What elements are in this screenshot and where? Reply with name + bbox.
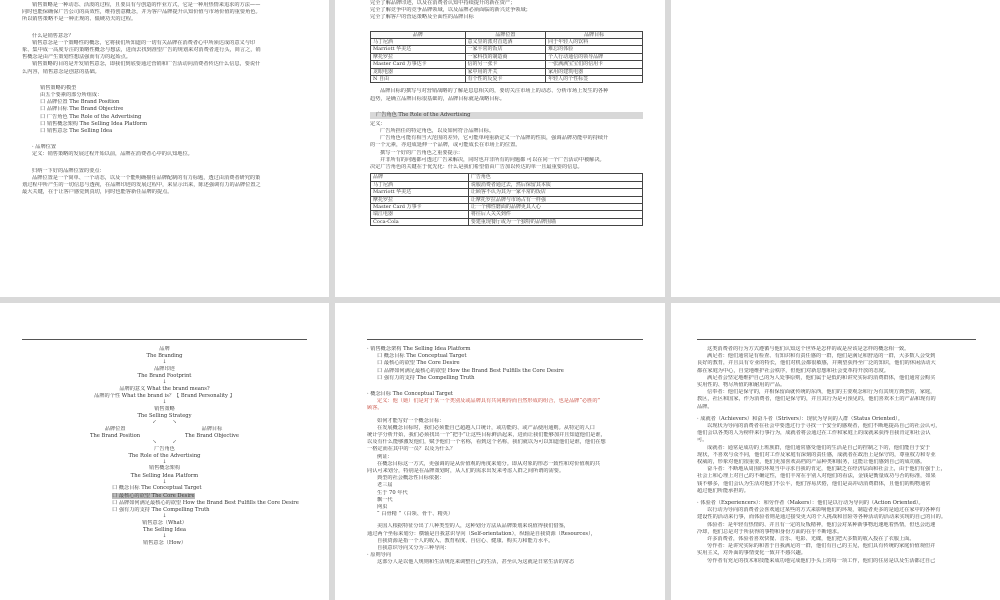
table-cell: 同于年轻人的饮料 bbox=[546, 39, 643, 46]
paragraph-line: 这类消费者的行为方式遵循与他们认知这个世界是怎样的或是应该是怎样的概念相一致。 bbox=[707, 346, 910, 352]
table-cell: 意义里的派对首选酒 bbox=[465, 39, 546, 46]
chart-node-en: The Selling Strategy bbox=[137, 412, 192, 419]
paragraph-line: 在发展概念目标时，我们必须能自已超越人口统计，或功能的、或产品使用通则。从特定的人口 bbox=[377, 424, 595, 431]
table-row bbox=[371, 189, 643, 196]
list-item: 网虫 bbox=[377, 504, 388, 511]
paragraph-line: 定义：销售策略的发展过程开始以前，品牌在消费者心中的认知地位。 bbox=[32, 151, 193, 158]
table-header-cell: 广告角色 bbox=[468, 174, 642, 181]
table-header-cell: 品牌目标 bbox=[546, 31, 643, 38]
chart-node-en: The Selling Idea Platform bbox=[130, 472, 199, 479]
paragraph-line: 现状，不喜欢与众不同，他们对工作及家庭有深刻的责任感，成就者在政治上是保守的，尊重权力和专业 bbox=[697, 451, 936, 458]
paragraph-line: 许多消费者，体验者喜欢快餐、音乐、电影、光碟，他们把大多数的收入投在了衣服上面。 bbox=[707, 536, 915, 543]
list-item: 飘一代 bbox=[377, 496, 393, 503]
paragraph-line: 社会上和心理上对自己的不确定性，他们丰常在乎别人对他们的看法，金钱是衡量成功与否的标准，如果 bbox=[697, 473, 936, 480]
list-item: 口 品牌目标 The Brand Objective bbox=[40, 106, 124, 113]
chart-node-label: 品牌的意义 What the brand means? bbox=[119, 385, 210, 392]
chart-node-label: 广告角色 bbox=[154, 445, 175, 452]
paragraph-line: 品牌目标的撰写与对营销战略的了解是息息相关的，要切关注市场上的动态、分析市场上发生的各种 bbox=[380, 88, 609, 95]
paragraph-line: 象、集中成一高度专注的策略性概念与想法，进而去找到准望广告的规划来对消费者进行头，简言之，销 bbox=[22, 47, 261, 54]
paragraph-line: 统计学分析开始，我们必须找出一个“把手”让这些目标鲜活起来，进而让我们能够加并且知道他们是谁， bbox=[367, 432, 606, 439]
chart-node-en: 品牌的个性 What the brand is？【 Brand Personality 】 bbox=[94, 393, 235, 400]
table-cell: 马丁尼酒 bbox=[371, 181, 469, 188]
chart-node-label: 销售意念（How） bbox=[142, 539, 187, 546]
table-row bbox=[371, 181, 643, 188]
list-item: 口 强有力的支持 The Compelling Truth bbox=[377, 374, 475, 381]
paragraph-line: 奋斗者：不断地从周围的环境当中寻求自我的肯定，他们缺乏在经济层面和社会上，由于他们有强于上， bbox=[707, 466, 946, 473]
chart-node-label: 品牌 bbox=[159, 346, 170, 352]
chart-node-en: The Role of the Advertising bbox=[128, 452, 201, 459]
section-heading: 销售策略的模型 bbox=[40, 84, 77, 91]
section-heading: 什么是销售意念？ bbox=[32, 32, 74, 39]
list-item: 老三届 bbox=[377, 482, 393, 489]
paragraph-line: 自我意识导向又分为三种导向： bbox=[377, 545, 450, 552]
table-cell: 让一个佛性磨面的品牌更具人心 bbox=[468, 203, 642, 210]
paragraph-line: 成就者：通常是成功的上班族群，他们通常感受他们的生活是自己的控制之下的，他们能自于安于 bbox=[707, 444, 931, 451]
table-row bbox=[371, 196, 643, 203]
list-item: 口 强有力的支持 The Compelling Truth bbox=[112, 506, 210, 513]
paragraph-line: 最大关键，在于让客户感觉到真切，同时也能客新任品牌的提点。 bbox=[22, 189, 173, 196]
section-heading: · 成就者（Achievers）和奋斗者（Strivers）：现状为导向的人群（Status Oriented）。 bbox=[697, 415, 903, 422]
table-cell: 摩托罗拉 bbox=[371, 196, 469, 203]
paragraph-line: 品牌。 bbox=[697, 403, 713, 410]
paragraph-line: 划过程中所产生的一切信息与透视，在品牌印迹的发展过程中，来显示出来，陈述强调有力的品牌位置之 bbox=[22, 182, 261, 189]
paragraph-line: 销售策略的目的是开发销售意念，即我们到底要通过营销和广告活动向消费者传达什么信息，要说什 bbox=[32, 61, 261, 68]
list-item: 口 广告角色 The Role of the Advertising bbox=[40, 113, 142, 120]
document-page-2 bbox=[335, 0, 665, 297]
paragraph-line: 以及有什么能够激发他们，赋予他们一个名称，看到这个名称，我们就以为可以知道他们是谁，他们在想 bbox=[367, 439, 606, 446]
table-cell: 难忘的体验 bbox=[546, 46, 643, 53]
paragraph-line: 以行动为导向的消费者会喜欢通过某些的方式来影响他们的环境，制造者更多的是通过在家中的各种有 bbox=[707, 507, 941, 514]
paragraph-line: 以现状为导向的消费者在社会中要透过行于寻找一个安全的感观者，他们不断地提高自己的社会认可， bbox=[707, 423, 941, 430]
paragraph-line: 定义： bbox=[370, 120, 386, 127]
table-row bbox=[371, 211, 643, 218]
list-item bbox=[22, 493, 307, 500]
list-item: 口 销售概念架构 The Selling Idea Platform bbox=[40, 120, 147, 127]
table-header-cell: 品牌 bbox=[371, 174, 469, 181]
document-page-5 bbox=[335, 303, 665, 600]
table-row bbox=[371, 61, 643, 68]
paragraph-line: 一格定而在其中的一员？以及为什么？ bbox=[367, 446, 456, 453]
paragraph-line: 满足者会坚定地维护自己的为人处事原则，他们属于是低的和讲究实际的消费群体，他们通常会购买 bbox=[707, 374, 936, 381]
paragraph-line: 同认可来划分，特别是在品牌策划时，从人们的需求出发来考虑人群之间所谓的需要。 bbox=[367, 468, 565, 475]
paragraph-line: 同时也能保确保广告公司的高效性，维持创意概念，并为客户品牌提升认知价值与市场价值的重要角色。 bbox=[22, 9, 261, 16]
paragraph-line: 所以销售策略不是一种正规的、僵硬功夫的过程。 bbox=[22, 16, 137, 23]
advertising-role-table bbox=[370, 173, 643, 226]
table-row bbox=[371, 39, 643, 46]
paragraph-line: 教区，社区和国家，作为消费者，他们是保守的，并且其行为是可预见的，他们喜欢本土的产品和现有的 bbox=[697, 396, 936, 403]
paragraph-line: 超过他们所能承担的。 bbox=[697, 487, 749, 494]
list-item: 口 概念目标 The Conceptual Target bbox=[377, 353, 467, 360]
brand-position-node bbox=[90, 426, 140, 440]
down-arrow-icon: ↓ bbox=[162, 513, 167, 520]
table-cell: 将往后人关关到件 bbox=[468, 211, 642, 218]
table-cell: 个人行动通信的领导品牌 bbox=[546, 53, 643, 60]
chart-node-label: 销售意念（What） bbox=[142, 519, 187, 526]
table-header-cell: 品牌位置 bbox=[465, 31, 546, 38]
document-page-1 bbox=[0, 0, 329, 297]
definition-line: 定义：他（她）们是对于某一个类别及或品牌具有共同期待而自然形成的组合，也是品牌“必胜的” bbox=[377, 398, 601, 405]
section-heading: · 品牌位置 bbox=[32, 144, 57, 151]
list-item: 口 销售意念 The Selling Idea bbox=[40, 128, 113, 135]
list-item: “ 白骨精 ”（白领、骨干、精英） bbox=[377, 511, 454, 518]
paragraph-line: 可。 bbox=[697, 437, 708, 444]
table-cell: Marriott 华美达 bbox=[371, 46, 466, 53]
table-row bbox=[371, 76, 643, 83]
paragraph-line: 销售意念是一个策略性的概念，它将我们所知道的一切有关品牌在消费者心中所须达成的意义与印 bbox=[32, 39, 256, 46]
paragraph-line: 这部分人是以他人规则和生活规范来调整自己的生活，甚至认为这就是日常生活的常态 bbox=[377, 559, 575, 566]
section-heading: · 销售概念架构 The Selling Idea Platform bbox=[367, 346, 471, 352]
table-header-cell: 品牌 bbox=[371, 31, 466, 38]
paragraph-line: 实用性的、物尽所值的和耐用的产品。 bbox=[697, 382, 786, 389]
table-row bbox=[371, 218, 643, 225]
paragraph-line: 建设性的活动来行事，而体验者则是通过接受更大的个人挑战和冒险等各种活动的活动来实现的自己的目的。 bbox=[697, 514, 947, 521]
paragraph-line: 都在家庭为中心，自觉地维护社会秩序，但他们对新思想和社会变革持开放的态度。 bbox=[697, 367, 889, 374]
table-cell: Coca-Cola bbox=[371, 218, 469, 225]
paragraph-line: 劳作者：是讲究实际的和善于自我满足的一群，他们有自己的主见，他们具有传统的家庭价值观但并 bbox=[707, 543, 936, 550]
paragraph-line: 如何才能写好一个概念目标： bbox=[377, 417, 445, 424]
table-cell: N 自由 bbox=[371, 76, 466, 83]
highlighted-text: 口 最核心的欲望 The Core Desire bbox=[112, 492, 195, 499]
chart-node-label: 品牌位置 bbox=[104, 425, 126, 432]
chart-node-label: 品牌印迹 bbox=[154, 365, 175, 372]
chart-node-label: 销售概念架构 bbox=[148, 465, 181, 472]
table-cell: 有个性的反复卡 bbox=[465, 76, 546, 83]
paragraph-line: 完全了解竞争中的竞争品牌领域，以及品牌必须面临的新兴竞争领域； bbox=[370, 7, 531, 14]
paragraph-line: 完全了解品牌印迹，以及在消费者认知中持续提升的新在资产； bbox=[370, 0, 516, 6]
section-heading: 归纳一下好的品牌位置的要点： bbox=[32, 167, 105, 174]
chart-node-en: The Brand Position bbox=[90, 432, 141, 439]
paragraph-line: 信奉者：他们是保守的，并相保留面就传统的东西，他们的主要观念和行为有其规方典型的，家庭， bbox=[707, 389, 936, 396]
paragraph-line: 例证： bbox=[377, 453, 393, 460]
definition-line: 顾客。 bbox=[367, 405, 383, 412]
merge-arrows-icon: ↘ ↙ bbox=[152, 439, 177, 446]
table-row bbox=[371, 203, 643, 210]
page-top-rule bbox=[367, 339, 643, 340]
down-arrow-icon: ↓ bbox=[162, 478, 167, 485]
paragraph-line: 么内容，销售意念是创意的基础。 bbox=[22, 68, 100, 75]
position-objective-row bbox=[22, 426, 307, 440]
paragraph-line: 撰写一个好的广告角色之重要提示： bbox=[380, 149, 464, 156]
table-cell: 年轻人的个性标签 bbox=[546, 76, 643, 83]
table-cell: 说服消费者通过去，然后保留其本质 bbox=[468, 181, 642, 188]
paragraph-line: 劳作者有充足的技术和技能来成功地完成他们手头上的每一项工作，他们的住房是以及生活都过自己 bbox=[707, 557, 936, 564]
paragraph-line: 销售策略是一种动态、活泼的过程，且要具有与创造的作业方式，它是一种用热情来追求的方法—— bbox=[32, 2, 261, 8]
section-bar: 广告角色 The Role of the Advertising bbox=[370, 112, 643, 119]
list-item: 口 概念目标 The Conceptual Target bbox=[112, 485, 202, 492]
split-arrows-icon: ↙ ↘ bbox=[152, 419, 177, 426]
paragraph-line: 广告所担任的特定角色，以及如何符合品牌目标。 bbox=[380, 128, 495, 135]
paragraph-line: 决定广告角色的关键在于优先化：什么是我们希望借由广告加以传达的单一且最重要的信息。 bbox=[370, 164, 583, 171]
paragraph-line: 完全了解客户的营运策略及全面性的品牌目标 bbox=[370, 14, 474, 21]
list-item: 口 品牌位置 The Brand Position bbox=[40, 99, 120, 106]
table-cell: 一家科技的制造商 bbox=[465, 53, 546, 60]
paragraph-line: 他们会以各类的人为榜样来行事行为，成就者将会通过在工作和家庭上的成就来获得自我肯定和社会认 bbox=[697, 430, 931, 437]
table-cell: Master Card 万事卡 bbox=[371, 203, 469, 210]
paragraph-line: 售概念是由产生策划性想法强而有力的起始点。 bbox=[22, 54, 131, 61]
table-cell: 家用的建筑电器 bbox=[546, 68, 643, 75]
paragraph-line: 广告角色可能有相当大范围的差异，它可能单纯重新定义一个品牌的性质，强调品牌功能中的持续升 bbox=[380, 135, 609, 142]
chart-node-en: The Brand Objective bbox=[184, 432, 239, 439]
paragraph-line: 的一个元素，亦进成延伸一个品牌，或可能成长在市场上的位置。 bbox=[370, 142, 521, 149]
table-cell: 摩托罗拉 bbox=[371, 53, 466, 60]
table-cell: 让顾客不认为其为一家平常的饭店 bbox=[468, 189, 642, 196]
table-cell: 家中用的开关 bbox=[465, 68, 546, 75]
document-page-3-blank bbox=[671, 0, 1000, 297]
table-row bbox=[371, 46, 643, 53]
down-arrow-icon: ↓ bbox=[162, 458, 167, 465]
table-cell: Master Card 万事达卡 bbox=[371, 61, 466, 68]
page-top-rule bbox=[22, 339, 307, 340]
table-row bbox=[371, 68, 643, 75]
chart-node-en: The Selling Idea bbox=[143, 526, 186, 533]
document-page-6 bbox=[671, 303, 1000, 600]
table-cell: 一家平常的饭店 bbox=[465, 46, 546, 53]
paragraph-line: 并非所有的问题都可透过广告来解决，同时也并非所有的问题都 可以在同一个广告活动中被解决。 bbox=[380, 156, 605, 163]
table-cell: Marriott 华美达 bbox=[371, 189, 469, 196]
down-arrow-icon: ↓ bbox=[162, 399, 167, 406]
paragraph-line: 良好的教育，并且具有专业的特长，他们对机会都很敏感，并期望获得至广泛的知识，他们的休闲活动大 bbox=[697, 360, 936, 367]
paragraph-line: 满足者：他们通常是有检查、有知识和有责任感的一群，他们是满足和舒适的一群，大多数人会受到 bbox=[707, 353, 936, 360]
list-item: 口 最核心的欲望 The Core Desire bbox=[377, 360, 460, 367]
paragraph-line: 品牌位置是一个简单、一个动态，以及一个能明确描任品牌配制的有力标题，透过由消费者研究的策 bbox=[32, 174, 261, 181]
page-top-rule bbox=[697, 339, 976, 340]
table-cell: 让摩托罗拉品牌与市场占有一样强 bbox=[468, 196, 642, 203]
down-arrow-icon: ↓ bbox=[162, 379, 167, 386]
paragraph-line: 通过两个坐标来划分：横轴是自我意识导向（Self-orientation），纵轴是自我资源（Resources）， bbox=[367, 530, 596, 537]
brand-position-table bbox=[370, 31, 643, 84]
section-heading: · 概念目标 The Conceptual Target bbox=[367, 391, 453, 398]
list-item: 生于 70 年代 bbox=[377, 489, 408, 496]
paragraph-line: 趋势，是确立品牌目标很基础的，品牌目标就是战略目标。 bbox=[370, 95, 505, 102]
down-arrow-icon: ↓ bbox=[162, 359, 167, 366]
paragraph-line: 在概念目标这一方式，更强调的是从价值观的角度来划分。即从对象的形态一致性和对价值观的共 bbox=[377, 460, 601, 467]
table-cell: 一张满满宝宝们的信用卡 bbox=[546, 61, 643, 68]
table-cell: 瑞江电器 bbox=[371, 211, 469, 218]
paragraph-line: 典型的社会概念性目标依据： bbox=[377, 475, 445, 482]
table-cell: 信的另一张卡 bbox=[465, 61, 546, 68]
paragraph-line: 权威的，形象对他们很重要，他们更加喜欢高档的产品种类和服务，这能让他们感到自己的成功感。 bbox=[697, 459, 926, 466]
section-heading: · 体验者（Experiencers）：和劳作者（Makers）：他们是以行动为导向的（Action Oriented）。 bbox=[697, 500, 924, 507]
table-cell: 马丁尼酒 bbox=[371, 39, 466, 46]
document-page-4 bbox=[0, 303, 329, 600]
paragraph-line: 由五个要素的部分所组成： bbox=[40, 92, 103, 99]
paragraph-line: 实用主义，对外面的事情变化一致并不感兴趣。 bbox=[697, 550, 806, 557]
brand-objective-node bbox=[185, 426, 239, 440]
paragraph-line: 自我资源是指一个人的收入、教育程度、自信心、健康、购买力和能力水平。 bbox=[377, 537, 554, 544]
paragraph-line: 美国人根据特征分出了八种类型的人，这种划分方法从品牌策划来说值得我们借鉴， bbox=[377, 523, 569, 530]
chart-node-en: The Brand Footprint bbox=[137, 373, 192, 380]
paragraph-line: 体验者：是年轻有热情的、并且有一定的反叛精神，他们会对某种新事物迅速地着热情，但也会迅速 bbox=[707, 521, 936, 528]
down-arrow-icon: ↓ bbox=[162, 533, 167, 540]
table-cell: 龙眼电器 bbox=[371, 68, 466, 75]
table-cell: 要建重现餐厅或为一个独特的品牌围墙 bbox=[468, 218, 642, 225]
section-heading: · 原则导向 bbox=[367, 552, 392, 559]
chart-node-en: The Branding bbox=[146, 353, 183, 360]
list-item: 口 品牌如何满足最核心的欲望 How the Brand Best Fulfills the Core Desire bbox=[377, 367, 564, 374]
table-header-row bbox=[371, 174, 643, 181]
chart-node-label: 品牌目标 bbox=[201, 425, 223, 432]
table-row bbox=[371, 53, 643, 60]
paragraph-line: 冷却，他们总是对于所获得的事物和身份方面的在乎不断地求。 bbox=[697, 528, 843, 535]
paragraph-line: 钱不够多，他们会认为生活对他们不公平，他们容易厌倦，他们是高冲动消费群体，且他们的购物通常 bbox=[697, 480, 931, 487]
table-header-row bbox=[371, 31, 643, 38]
list-item: 口 品牌如何满足最核心的欲望 How the Brand Best Fulfills the Core Desire bbox=[112, 499, 299, 506]
chart-node-label: 销售策略 bbox=[154, 405, 175, 412]
